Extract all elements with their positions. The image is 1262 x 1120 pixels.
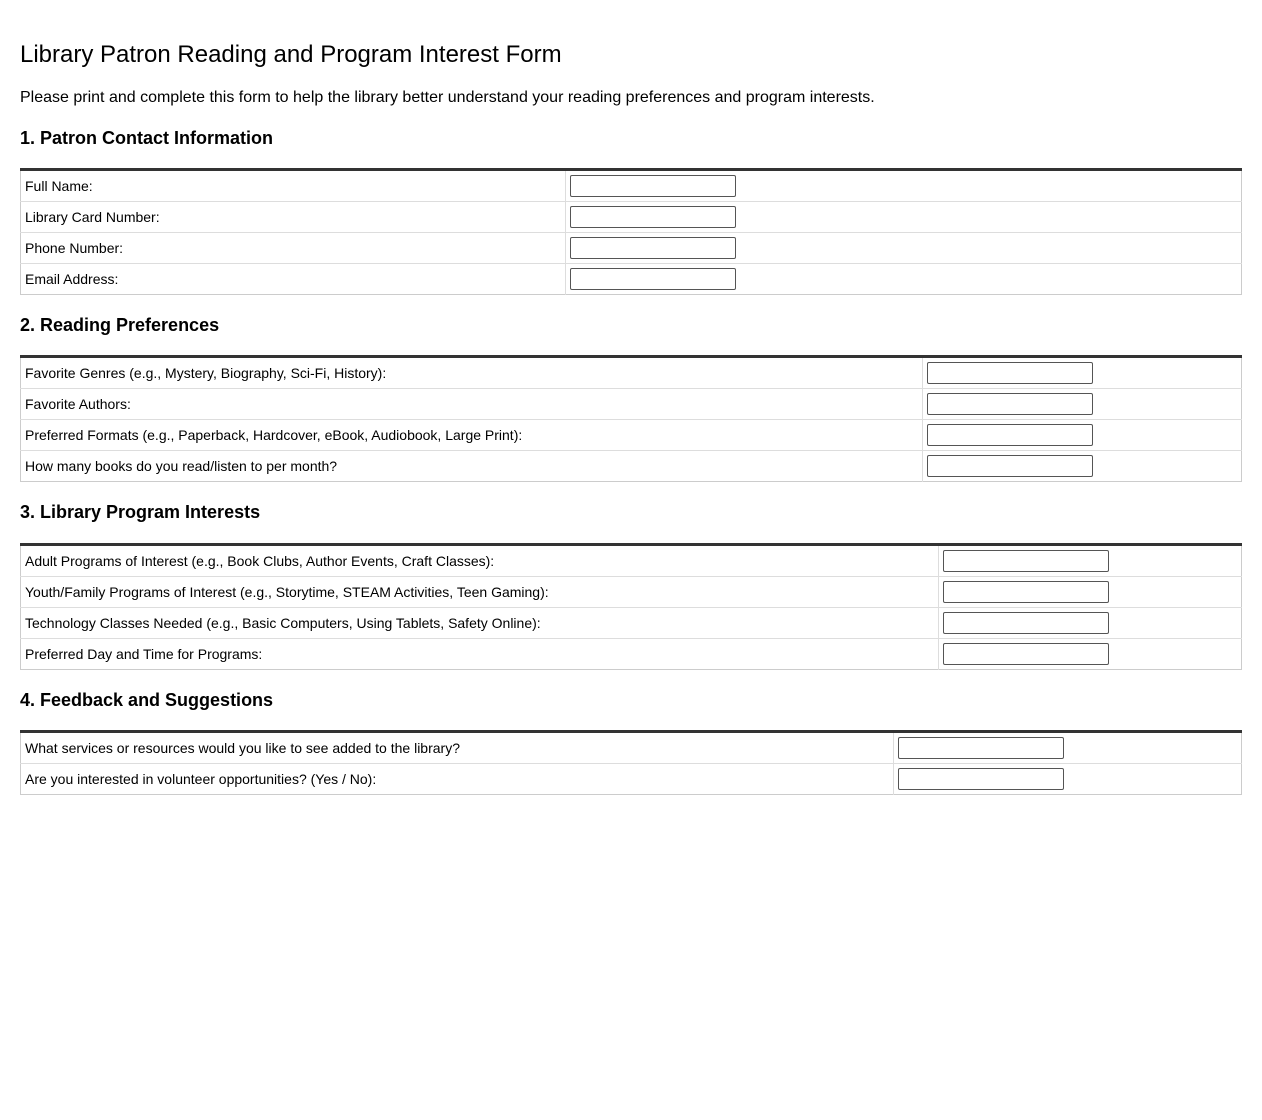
adult-programs-field[interactable] [943,550,1109,572]
phone-number-field[interactable] [570,237,736,259]
full-name-field[interactable] [570,175,736,197]
field-label: Phone Number: [21,233,566,264]
section-reading-preferences [20,313,1242,482]
table-row [21,732,1242,764]
table-row [21,608,1242,639]
technology-classes-field[interactable] [943,612,1109,634]
section-contact [20,126,1242,295]
youth-family-programs-field[interactable] [943,581,1109,603]
favorite-genres-field[interactable] [927,362,1093,384]
section-program-interests [20,500,1242,670]
field-label: Preferred Formats (e.g., Paperback, Hardcover, eBook, Audiobook, Large Print): [21,420,923,451]
table-row [21,451,1242,482]
services-suggestions-field[interactable] [898,737,1064,759]
feedback-table [20,730,1242,795]
preferred-formats-field[interactable] [927,424,1093,446]
field-label: Are you interested in volunteer opportunities? (Yes / No): [21,764,894,795]
program-interests-table [20,543,1242,670]
field-label: How many books do you read/listen to per month? [21,451,923,482]
field-label: Full Name: [21,170,566,202]
reading-preferences-table [20,355,1242,482]
section-heading: 4. Feedback and Suggestions [20,690,274,710]
section-heading: 1. Patron Contact Information [20,128,274,148]
contact-table [20,168,1242,295]
preferred-day-time-field[interactable] [943,643,1109,665]
page-title: Library Patron Reading and Program Interest Form [20,41,562,68]
field-label: Preferred Day and Time for Programs: [21,639,939,670]
table-row [21,264,1242,295]
library-card-number-field[interactable] [570,206,736,228]
field-label: What services or resources would you like to see added to the library? [21,732,894,764]
volunteer-interest-field[interactable] [898,768,1064,790]
field-label: Favorite Genres (e.g., Mystery, Biography, Sci-Fi, History): [21,357,923,389]
table-row [21,764,1242,795]
favorite-authors-field[interactable] [927,393,1093,415]
section-heading: 3. Library Program Interests [20,502,261,522]
table-row [21,420,1242,451]
field-label: Adult Programs of Interest (e.g., Book Clubs, Author Events, Craft Classes): [21,545,939,577]
table-row [21,389,1242,420]
email-address-field[interactable] [570,268,736,290]
section-feedback [20,688,1242,795]
table-row [21,233,1242,264]
field-label: Library Card Number: [21,202,566,233]
field-label: Favorite Authors: [21,389,923,420]
table-row [21,545,1242,577]
field-label: Email Address: [21,264,566,295]
table-row [21,357,1242,389]
section-heading: 2. Reading Preferences [20,315,220,335]
field-label: Technology Classes Needed (e.g., Basic Computers, Using Tablets, Safety Online): [21,608,939,639]
field-label: Youth/Family Programs of Interest (e.g., Storytime, STEAM Activities, Teen Gaming): [21,577,939,608]
books-per-month-field[interactable] [927,455,1093,477]
table-row [21,639,1242,670]
intro-text: Please print and complete this form to help the library better understand your reading preferences and program interests. [20,89,875,106]
table-row [21,577,1242,608]
table-row [21,202,1242,233]
table-row [21,170,1242,202]
